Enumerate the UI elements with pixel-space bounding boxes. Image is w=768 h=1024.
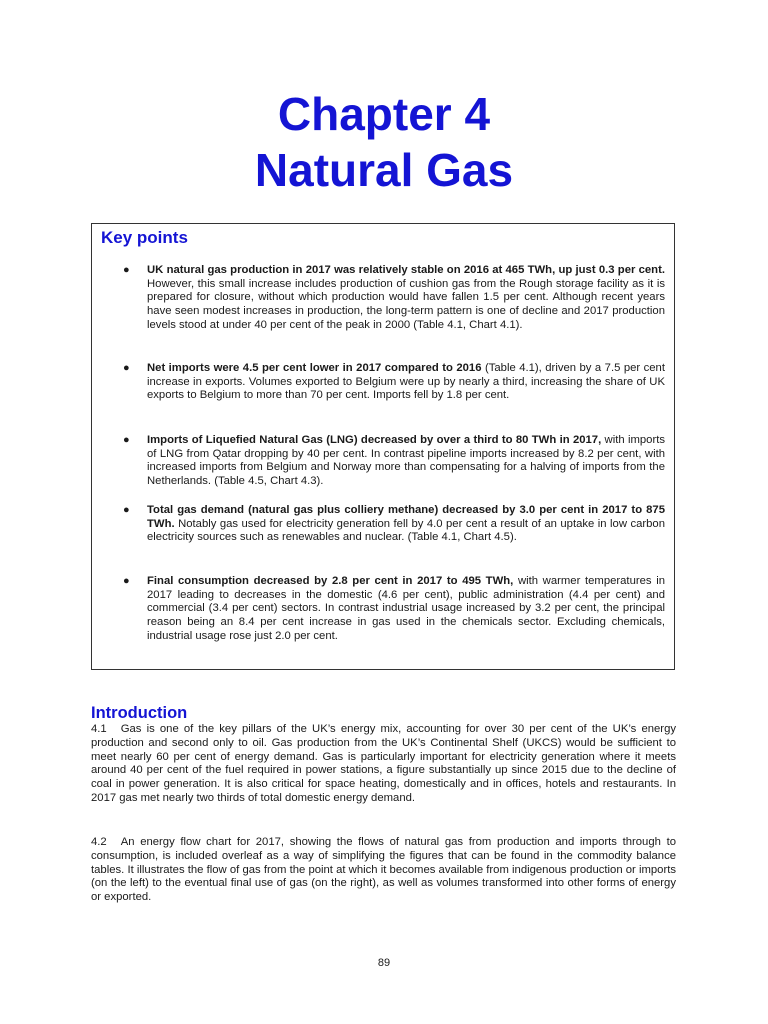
bullet-icon: ● [123,575,130,587]
paragraph-number: 4.2 [91,836,107,848]
chapter-number: Chapter 4 [277,88,491,140]
key-points-box [91,223,675,670]
bullet-icon: ● [123,362,130,374]
key-point-text: with imports of LNG from Qatar dropping by 40 per cent. In contrast pipeline imports increased by 8.2 per cent, with increased imports from Belgium and Norway more than compensating for a halving of imports from the Netherlands. (Table 4.5, Chart 4.3). [147,434,666,488]
paragraph-number: 4.1 [91,723,107,735]
chapter-title [0,86,768,198]
bullet-icon: ● [123,434,130,446]
key-point-bold: Total gas demand (natural gas plus colliery methane) decreased by 3.0 per cent in 2017 to 875 TWh. [147,504,665,530]
key-point-item [123,362,665,403]
key-point-text: Notably gas used for electricity generation fell by 4.0 per cent a result of an uptake in low carbon electricity sources such as renewables and nuclear. (Table 4.1, Chart 4.5). [147,517,665,544]
paragraph-text: An energy flow chart for 2017, showing the flows of natural gas from production and imports through to consumption, is included overleaf as a way of simplifying the figures that can be found in the commodity balance tables. It illustrates the flow of gas from the point at which it becomes available from indigenous production or imports (on the left) to the eventual final use of gas (on the right), as well as volumes transformed into other forms of energy or exported. [91,836,676,904]
key-point-bold: UK natural gas production in 2017 was relatively stable on 2016 at 465 TWh, up just 0.3 per cent. [147,264,665,276]
key-point-text: However, this small increase includes production of cushion gas from the Rough storage facility as it is prepared for closure, without which production would have fallen 1.5 per cent. Although recent years have seen modest increases in production, the long-term pattern is one of decline and 2017 production levels stood at under 40 per cent of the peak in 2000 (Table 4.1, Chart 4.1). [147,277,665,331]
key-point-text: (Table 4.1), driven by a 7.5 per cent increase in exports. Volumes exported to Belgium were up by nearly a third, increasing the share of UK exports to Belgium to more than 70 per cent. Imports fell by 1.8 per cent. [147,362,665,402]
bullet-icon: ● [123,264,130,276]
chapter-name: Natural Gas [254,144,514,196]
key-point-bold: Imports of Liquefied Natural Gas (LNG) decreased by over a third to 80 TWh in 2017, [147,434,602,446]
bullet-icon: ● [123,504,130,516]
paragraph-4-2 [91,836,676,905]
page-number: 89 [377,957,391,969]
key-point-item [123,504,665,545]
key-points-heading: Key points [101,228,188,247]
key-point-item [123,434,666,489]
key-point-bold: Final consumption decreased by 2.8 per cent in 2017 to 495 TWh, [147,575,514,587]
key-point-item [123,575,665,644]
key-point-text: with warmer temperatures in 2017 leading to decreases in the domestic (4.6 per cent), public administration (4.4 per cent) and commercial (3.4 per cent) sectors. In contrast industrial usage increased by 3.2 per cent, the principal reason being an 8.4 per cent increase in gas used in the chemicals sector. Excluding chemicals, industrial usage rose just 2.0 per cent. [147,575,665,642]
key-point-bold: Net imports were 4.5 per cent lower in 2017 compared to 2016 [147,362,482,374]
paragraph-4-1 [91,723,676,806]
key-point-item [123,264,665,333]
introduction-heading: Introduction [91,704,188,722]
paragraph-text: Gas is one of the key pillars of the UK’s energy mix, accounting for over 30 per cent of the UK’s energy production and second only to oil. Gas production from the UK’s Continental Shelf (UKCS) would be sufficient to meet nearly 60 per cent of energy demand. Gas is particularly important for electricity generation where it meets around 40 per cent of the fuel required in power stations, a figure substantially up since 2015 due to the decline of coal in power generation. It is also critical for space heating, domestically and in offices, hotels and restaurants. In 2017 gas met nearly two thirds of total domestic energy demand. [91,723,676,804]
